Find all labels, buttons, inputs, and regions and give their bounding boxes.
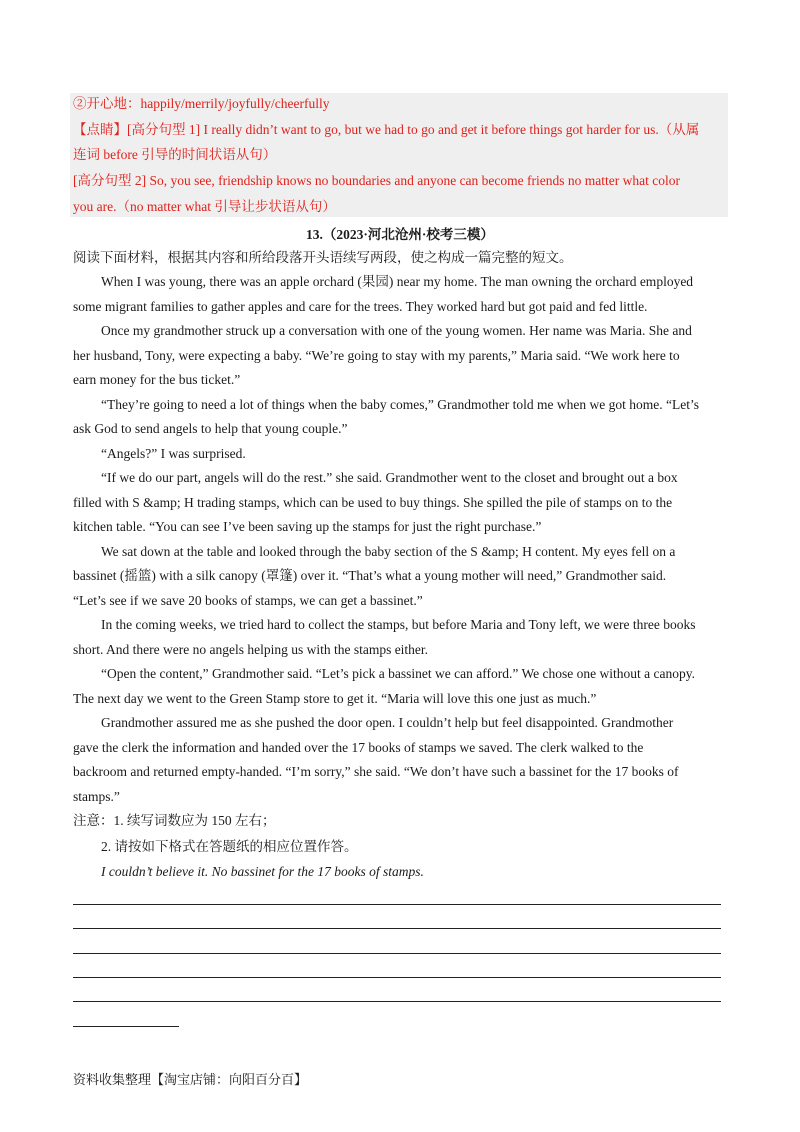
passage-line: The next day we went to the Green Stamp store to get it. “Maria will love this one just as much.” bbox=[73, 691, 597, 706]
passage-line: When I was young, there was an apple orchard (果园) near my home. The man owning the orchard employed bbox=[101, 274, 694, 289]
passage-line: “If we do our part, angels will do the rest.” she said. Grandmother went to the closet and brought out a box bbox=[101, 470, 678, 485]
passage-line: “They’re going to need a lot of things when the baby comes,” Grandmother told me when we got home. “Let’s bbox=[101, 397, 699, 412]
tip-line: you are.（no matter what 引导让步状语从句） bbox=[73, 199, 336, 214]
passage-line: In the coming weeks, we tried hard to collect the stamps, but before Maria and Tony left, we were three books bbox=[101, 617, 696, 632]
passage-line: backroom and returned empty-handed. “I’m sorry,” she said. “We don’t have such a bassinet for the 17 books of bbox=[73, 764, 679, 779]
passage-line: “Angels?” I was surprised. bbox=[101, 446, 246, 461]
passage-line: ask God to send angels to help that young couple.” bbox=[73, 421, 348, 436]
answer-line bbox=[73, 904, 721, 905]
passage-line: her husband, Tony, were expecting a baby. “We’re going to stay with my parents,” Maria said. “We work here to bbox=[73, 348, 680, 363]
passage-line: stamps.” bbox=[73, 789, 120, 804]
passage-line: earn money for the bus ticket.” bbox=[73, 372, 241, 387]
tip-line: ②开心地：happily/merrily/joyfully/cheerfully bbox=[73, 96, 330, 111]
note-line: 注意：1. 续写词数应为 150 左右； bbox=[73, 813, 276, 828]
passage-line: kitchen table. “You can see I’ve been saving up the stamps for just the right purchase.” bbox=[73, 519, 542, 534]
passage-line: gave the clerk the information and handed over the 17 books of stamps we saved. The clerk walked to the bbox=[73, 740, 644, 755]
passage-line: short. And there were no angels helping us with the stamps either. bbox=[73, 642, 429, 657]
footer-text: 资料收集整理【淘宝店铺：向阳百分百】 bbox=[73, 1072, 308, 1087]
passage-line: some migrant families to gather apples and care for the trees. They worked hard but got paid and fed little. bbox=[73, 299, 648, 314]
tip-line: 【点睛】[高分句型 1] I really didn’t want to go, but we had to go and get it before things got harder for us.（从属 bbox=[73, 122, 700, 137]
answer-line bbox=[73, 977, 721, 978]
passage-line: Grandmother assured me as she pushed the door open. I couldn’t help but feel disappointed. Grandmother bbox=[101, 715, 674, 730]
answer-line bbox=[73, 928, 721, 929]
passage-line: filled with S &amp; H trading stamps, which can be used to buy things. She spilled the pile of stamps on to the bbox=[73, 495, 673, 510]
passage-line: “Let’s see if we save 20 books of stamps, we can get a bassinet.” bbox=[73, 593, 423, 608]
answer-line bbox=[73, 953, 721, 954]
passage-line: bassinet (摇篮) with a silk canopy (罩篷) over it. “That’s what a young mother will need,” Grandmother said. bbox=[73, 568, 667, 583]
instruction: 阅读下面材料，根据其内容和所给段落开头语续写两段，使之构成一篇完整的短文。 bbox=[73, 250, 573, 265]
tip-line: [高分句型 2] So, you see, friendship knows no boundaries and anyone can become friends no matter what color bbox=[73, 173, 680, 188]
note-line: 2. 请按如下格式在答题纸的相应位置作答。 bbox=[101, 839, 358, 854]
opening-sentence: I couldn’t believe it. No bassinet for the 17 books of stamps. bbox=[101, 864, 424, 879]
passage-line: Once my grandmother struck up a conversation with one of the young women. Her name was Maria. She and bbox=[101, 323, 692, 338]
tip-line: 连词 before 引导的时间状语从句） bbox=[73, 147, 277, 162]
question-title: 13.（2023·河北沧州·校考三模） bbox=[306, 227, 494, 242]
passage-line: We sat down at the table and looked through the baby section of the S &amp; H content. My eyes fell on a bbox=[101, 544, 676, 559]
answer-line bbox=[73, 1001, 721, 1002]
answer-line bbox=[73, 1026, 179, 1027]
passage-line: “Open the content,” Grandmother said. “Let’s pick a bassinet we can afford.” We chose one without a canopy. bbox=[101, 666, 695, 681]
